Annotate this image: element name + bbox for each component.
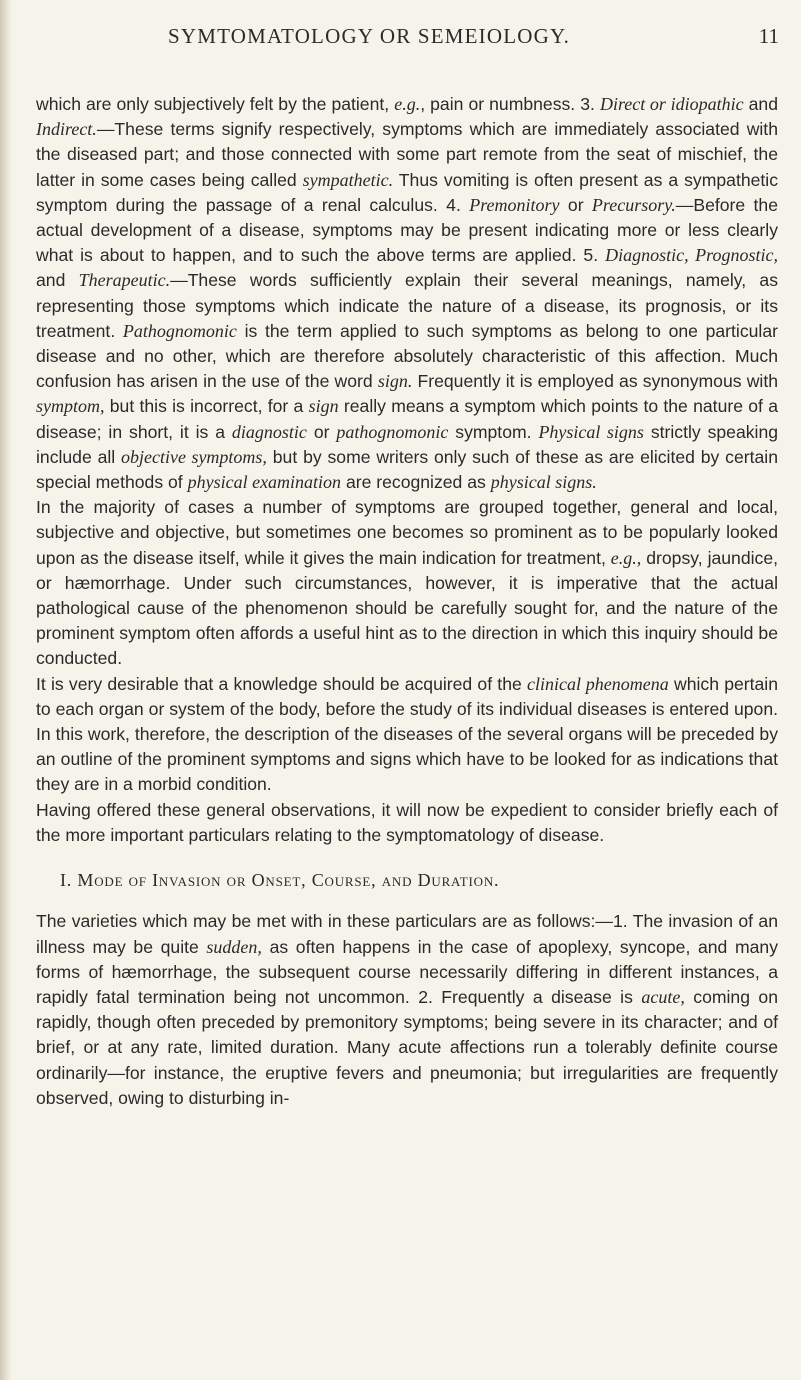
section-heading: I. Mode of Invasion or Onset, Course, and Duration. xyxy=(60,870,500,891)
paragraph-invasion-varieties: The varieties which may be met with in these particulars are as follows:—1. The invasion of an illness may be quite sudden, as often happens in the case of apoplexy, syncope, and many forms of hæmorrhage, the subsequent course necessarily differing in different instances, a rapidly fatal termination being not uncommon. 2. Frequently a disease is acute, coming on rapidly, though often preceded by premonitory symptoms; being severe in its character; and of brief, or at any rate, limited duration. Many acute affections run a tolerably definite course ordinarily—for instance, the eruptive fevers and pneumonia; but irregularities are frequently observed, owing to disturbing in- xyxy=(36,911,778,1108)
running-title: SYMTOMATOLOGY OR SEMEIOLOGY. xyxy=(168,24,571,48)
paragraph-clinical-phenomena: It is very desirable that a knowledge should be acquired of the clinical phenomena which pertain to each organ or system of the body, before the study of its individual diseases is entered upon. In this work, therefore, the description of the diseases of the several organs will be preceded by an outline of the prominent symptoms and signs which have to be looked for as indications that they are in a morbid condition. xyxy=(36,673,778,795)
binding-edge xyxy=(0,0,12,1380)
body-text xyxy=(36,92,778,1111)
paragraph-symptom-types: which are only subjectively felt by the patient, e.g., pain or numbness. 3. Direct or idiopathic and Indirect.—These terms signify respectively, symptoms which are immediately associated with the diseased part; and those connected with some part remote from the seat of mischief, the latter in some cases being called sympathetic. Thus vomiting is often present as a sympathetic symptom during the passage of a renal calculus. 4. Premonitory or Precursory.—Before the actual development of a disease, symptoms may be present indicating more or less clearly what is about to happen, and to such the above terms are applied. 5. Diagnostic, Prognostic, and Therapeutic.—These words sufficiently explain their several meanings, namely, as representing those symptoms which indicate the nature of a disease, its prognosis, or its treatment. Pathognomonic is the term applied to such symptoms as belong to one particular disease and no other, which are therefore absolutely characteristic of this affection. Much confusion has arisen in the use of the word sign. Frequently it is employed as synonymous with symptom, but this is incorrect, for a sign really means a symptom which points to the nature of a disease; in short, it is a diagnostic or pathognomonic symptom. Physical signs strictly speaking include all objective symptoms, but by some writers only such of these as are elicited by certain special methods of physical examination are recognized as physical signs. xyxy=(36,94,779,493)
page-number: 11 xyxy=(758,24,779,48)
paragraph-grouped-symptoms: In the majority of cases a number of symptoms are grouped together, general and local, subjective and objective, but sometimes one becomes so prominent as to be popularly looked upon as the disease itself, while it gives the main indication for treatment, e.g., dropsy, jaundice, or hæmorrhage. Under such circumstances, however, it is imperative that the actual pathological cause of the phenomenon should be carefully sought for, and the nature of the prominent symptom often affords a useful hint as to the direction in which this inquiry should be conducted. xyxy=(36,497,779,669)
running-head xyxy=(0,10,801,50)
paragraph-general-observations: Having offered these general observations, it will now be expedient to consider briefly each of the more important particulars relating to the symptomatology of disease. xyxy=(36,799,778,845)
